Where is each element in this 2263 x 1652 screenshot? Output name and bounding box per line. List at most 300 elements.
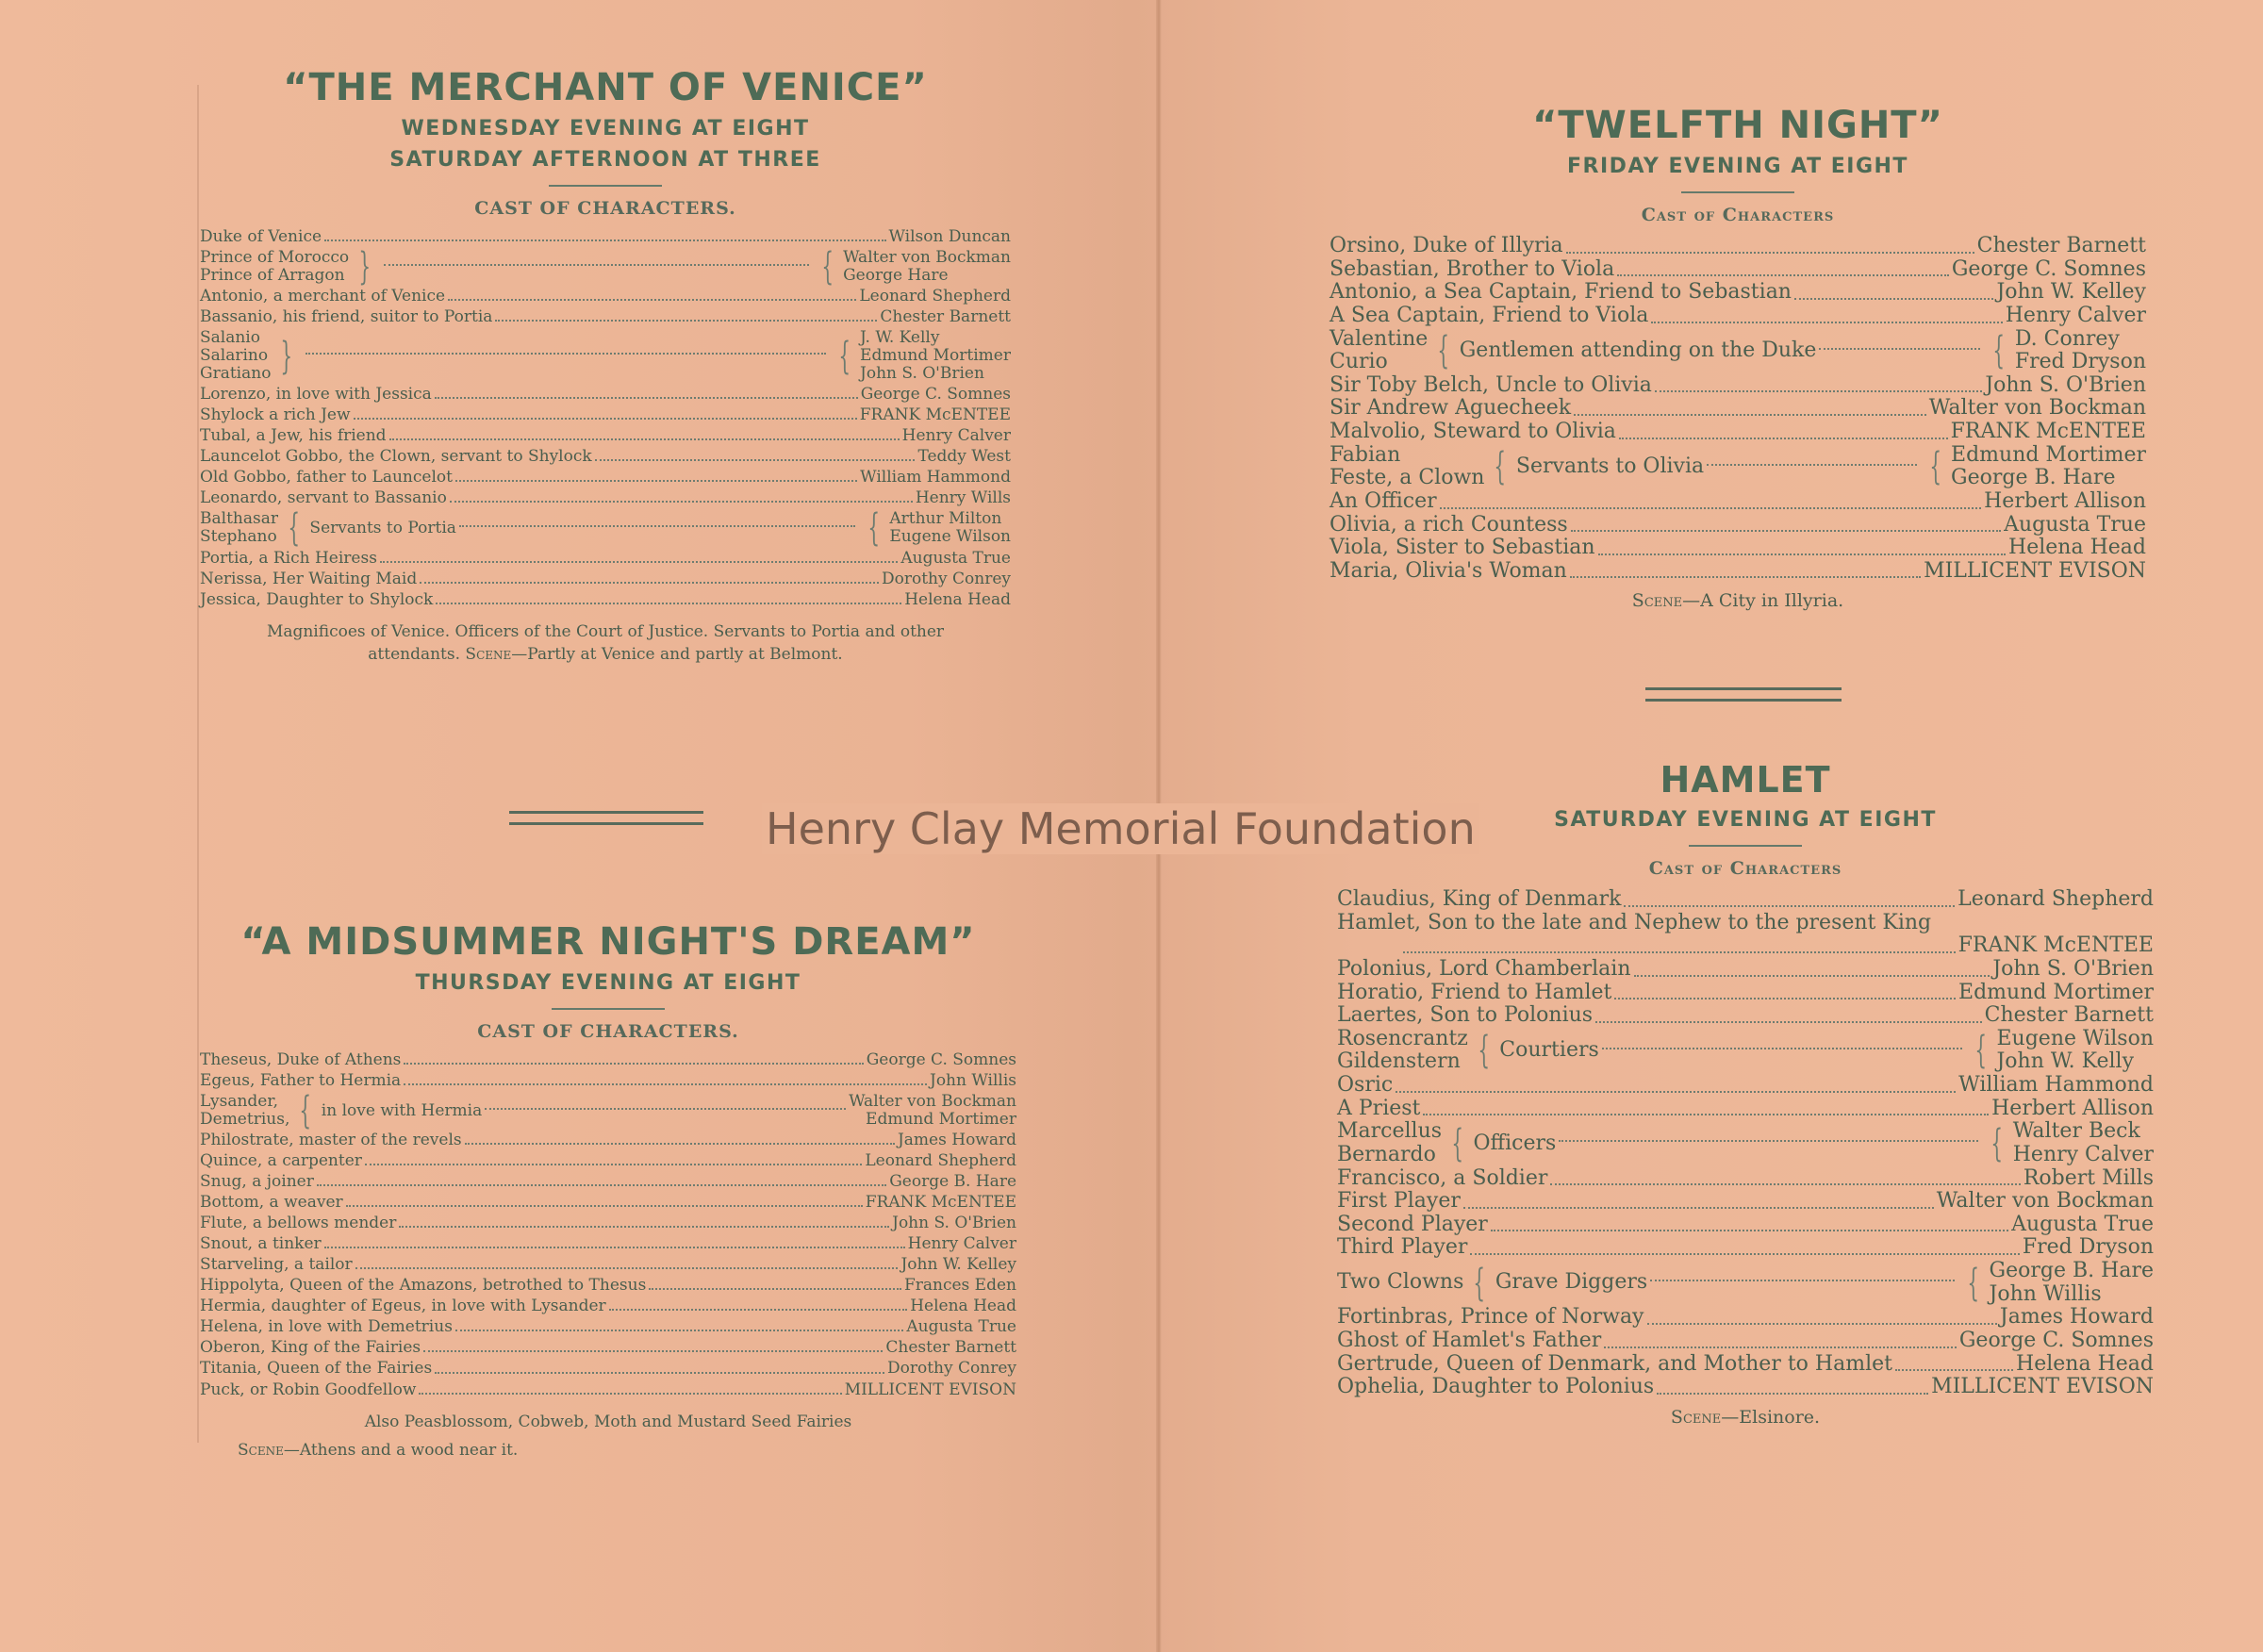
character-name: Starveling, a tailor	[200, 1255, 353, 1275]
play-title: “A MIDSUMMER NIGHT'S DREAM”	[240, 920, 976, 964]
leader-dots	[495, 320, 877, 322]
cast-group	[200, 245, 1011, 289]
character-name: Malvolio, Steward to Olivia	[1330, 420, 1616, 443]
actor-name: George C. Somnes	[860, 385, 1011, 405]
extras-note	[200, 620, 1011, 667]
play-title: “TWELFTH NIGHT”	[1532, 104, 1943, 147]
character-name: Bernardo	[1337, 1142, 1436, 1166]
brace-icon: {	[1451, 1121, 1464, 1165]
scene-text: —Elsinore.	[1721, 1406, 1821, 1428]
character-name: Demetrius,	[200, 1110, 290, 1130]
character-name: Gildenstern	[1337, 1049, 1461, 1074]
actor-name: Henry Calver	[2005, 303, 2146, 327]
cast-row	[1330, 514, 2146, 537]
cast-group	[1337, 1120, 2154, 1166]
actor-name: Chester Barnett	[1976, 234, 2146, 257]
watermark	[762, 803, 1479, 854]
performance-time: SATURDAY AFTERNOON AT THREE	[389, 148, 821, 172]
character-name: Gratiano	[200, 364, 272, 384]
character-name: Salanio	[200, 328, 260, 348]
actor-name: George Hare	[843, 266, 949, 286]
scene-line	[200, 1439, 1016, 1462]
actor-name: Henry Wills	[915, 488, 1011, 508]
character-name: Portia, a Rich Heiress	[200, 548, 377, 568]
leader-dots	[1655, 390, 1982, 392]
note-text: attendants.	[368, 645, 461, 665]
cast-row	[1330, 305, 2146, 328]
actor-name: Teddy West	[917, 447, 1011, 467]
leader-dots	[1614, 998, 1956, 999]
actor-name: William Hammond	[1958, 1073, 2154, 1097]
actor-name: FRANK McENTEE	[1957, 933, 2154, 958]
actor-name: George C. Somnes	[1958, 1328, 2154, 1352]
character-name: Lysander,	[200, 1092, 279, 1112]
leader-dots	[1604, 1346, 1957, 1348]
cast-group	[200, 506, 1011, 551]
cast-row	[1330, 397, 2146, 421]
brace-icon: }	[280, 334, 293, 378]
character-name: Fabian	[1330, 442, 1401, 467]
cast-row	[200, 1152, 1016, 1170]
brace-icon: {	[1990, 1121, 2004, 1165]
character-name: A Priest	[1337, 1096, 1421, 1120]
character-name: Antonio, a Sea Captain, Friend to Sebastian	[1330, 280, 1792, 305]
leader-dots	[346, 1205, 863, 1207]
character-name: Puck, or Robin Goodfellow	[200, 1379, 417, 1399]
group-description: Courtiers	[1499, 1038, 1599, 1063]
actor-name: Helena Head	[910, 1297, 1016, 1316]
cast-row	[1337, 888, 2154, 912]
performance-time: THURSDAY EVENING AT EIGHT	[415, 971, 801, 995]
scene-label: Scene	[465, 645, 512, 665]
character-name: Launcelot Gobbo, the Clown, servant to Shylock	[200, 447, 592, 467]
actor-name: Wilson Duncan	[888, 227, 1011, 246]
actor-name: Herbert Allison	[1984, 488, 2146, 513]
cast-row	[1337, 1190, 2154, 1214]
divider	[549, 185, 662, 187]
cast-row	[1330, 537, 2146, 560]
leader-dots	[380, 561, 898, 563]
cast-row	[200, 591, 1011, 609]
note-line: Magnificoes of Venice. Officers of the Court of Justice. Servants to Portia and other	[266, 621, 945, 641]
cast-row	[200, 406, 1011, 424]
leader-dots	[435, 1372, 884, 1374]
leader-dots	[435, 397, 858, 399]
cast-group	[200, 1089, 1016, 1133]
character-name: Hippolyta, Queen of the Amazons, betrothed to Thesus	[200, 1276, 647, 1296]
brace-icon: }	[358, 245, 372, 289]
actor-name: George C. Somnes	[1951, 256, 2146, 281]
actor-name: William Hammond	[860, 468, 1011, 487]
cast-row	[1337, 912, 2154, 935]
cast-row	[200, 1339, 1016, 1357]
leader-dots	[1598, 553, 2007, 555]
actor-name: George B. Hare	[1951, 466, 2116, 490]
leader-dots	[384, 264, 809, 266]
midsummer-section	[200, 920, 1016, 1462]
actor-name: Leonard Shepherd	[865, 1151, 1016, 1171]
leader-dots	[1550, 1183, 2020, 1185]
cast-row	[1330, 374, 2146, 398]
cast-row	[1330, 235, 2146, 258]
cast-row	[200, 1381, 1016, 1399]
cast-row	[200, 1318, 1016, 1336]
actor-name: Arthur Milton	[889, 509, 1002, 529]
leader-dots	[1707, 464, 1916, 466]
actor-name: John S. O'Brien	[860, 364, 984, 384]
cast-row	[1337, 934, 2154, 958]
character-name: Flute, a bellows mender	[200, 1214, 397, 1233]
character-name: Feste, a Clown	[1330, 466, 1485, 490]
cast-row	[1337, 1074, 2154, 1098]
leader-dots	[419, 1393, 841, 1395]
leader-dots	[306, 353, 826, 355]
brace-icon: {	[1928, 445, 1941, 489]
actor-name: Eugene Wilson	[889, 527, 1011, 547]
character-name: Jessica, Daughter to Shylock	[200, 589, 434, 609]
cast-row	[1337, 1353, 2154, 1377]
actor-name: Edmund Mortimer	[1958, 980, 2154, 1004]
cast-row	[200, 1214, 1016, 1232]
actor-name: Eugene Wilson	[1996, 1026, 2154, 1050]
cast-row	[200, 1132, 1016, 1149]
character-name: Fortinbras, Prince of Norway	[1337, 1305, 1644, 1330]
character-name: Ghost of Hamlet's Father	[1337, 1328, 1602, 1352]
cast-row	[200, 1297, 1016, 1315]
left-edge-crease	[197, 85, 199, 1443]
actor-name: FRANK McENTEE	[865, 1193, 1016, 1213]
cast-row	[200, 1072, 1016, 1090]
actor-name: Fred Dryson	[2022, 1235, 2154, 1260]
actor-name: George C. Somnes	[866, 1050, 1016, 1069]
actor-name: Chester Barnett	[880, 307, 1011, 327]
leader-dots	[1403, 951, 1956, 953]
leader-dots	[404, 1083, 927, 1085]
cast-row	[1330, 258, 2146, 282]
group-description: Grave Diggers	[1495, 1270, 1648, 1295]
leader-dots	[1650, 1280, 1955, 1281]
group-description: Servants to Olivia	[1515, 454, 1705, 478]
cast-row	[200, 1235, 1016, 1253]
leader-dots	[455, 480, 857, 482]
cast-row	[200, 469, 1011, 487]
actor-name: John Willis	[1989, 1281, 2102, 1306]
actor-name: John S. O'Brien	[892, 1214, 1016, 1233]
actor-name: Edmund Mortimer	[860, 346, 1011, 366]
leader-dots	[450, 501, 913, 503]
leader-dots	[1602, 1048, 1962, 1049]
cast-row	[1337, 958, 2154, 982]
actor-name: George B. Hare	[889, 1172, 1016, 1192]
character-name: Salarino	[200, 346, 269, 366]
hamlet-section	[1337, 759, 2154, 1428]
character-name: Snout, a tinker	[200, 1234, 322, 1254]
leader-dots	[1624, 905, 1955, 907]
character-name: Laertes, Son to Polonius	[1337, 1003, 1594, 1028]
cast-group	[1330, 444, 2146, 490]
twelfth-night-section	[1330, 104, 2146, 611]
leader-dots	[404, 1063, 863, 1065]
leader-dots	[355, 1267, 899, 1269]
actor-name: Fred Dryson	[2014, 350, 2146, 374]
scene-label: Scene	[1631, 590, 1683, 612]
character-name: Hermia, daughter of Egeus, in love with Lysander	[200, 1297, 606, 1316]
leader-dots	[1895, 1369, 2013, 1371]
cast-row	[1337, 1098, 2154, 1121]
actor-name: Augusta True	[2011, 1212, 2154, 1236]
leader-dots	[1423, 1114, 1989, 1115]
cast-row	[200, 1360, 1016, 1378]
scene-text: —A City in Illyria.	[1682, 590, 1844, 612]
character-name: Horatio, Friend to Hamlet	[1337, 980, 1612, 1004]
actor-name: Walter von Bockman	[1928, 396, 2146, 421]
actor-name: John S. O'Brien	[1992, 956, 2154, 981]
actor-name: Dorothy Conrey	[887, 1359, 1016, 1379]
character-name: Titania, Queen of the Fairies	[200, 1359, 433, 1379]
actor-name: George B. Hare	[1989, 1259, 2154, 1282]
leader-dots	[1619, 438, 1948, 439]
actor-name: Edmund Mortimer	[1951, 442, 2146, 467]
character-name: Stephano	[200, 527, 277, 547]
character-name: Philostrate, master of the revels	[200, 1131, 462, 1150]
play-title: “THE MERCHANT OF VENICE”	[283, 66, 928, 109]
character-name: Sebastian, Brother to Viola	[1330, 256, 1615, 281]
cast-row	[200, 427, 1011, 445]
leader-dots	[1595, 1021, 1982, 1023]
character-name: Orsino, Duke of Illyria	[1330, 234, 1563, 257]
cast-row	[200, 308, 1011, 326]
actor-name: Helena Head	[2008, 536, 2146, 560]
character-name: Third Player	[1337, 1235, 1468, 1260]
actor-name: Walter von Bockman	[843, 248, 1011, 268]
cast-row	[1337, 1236, 2154, 1260]
scene-line	[1330, 590, 2146, 611]
character-name: Egeus, Father to Hermia	[200, 1071, 402, 1091]
character-name: Marcellus	[1337, 1119, 1443, 1144]
cast-row	[1337, 1214, 2154, 1237]
leader-dots	[649, 1288, 901, 1290]
character-name: Two Clowns	[1337, 1270, 1464, 1295]
leader-dots	[1440, 507, 1982, 509]
cast-row	[1337, 982, 2154, 1005]
cast-row	[200, 228, 1011, 246]
actor-name: John W. Kelley	[900, 1255, 1016, 1275]
cast-group	[1337, 1028, 2154, 1074]
character-name: Balthasar	[200, 509, 278, 529]
cast-row	[200, 448, 1011, 466]
cast-group	[1330, 328, 2146, 374]
cast-heading: Cast of Characters	[1641, 205, 1835, 225]
brace-icon: {	[1494, 445, 1507, 489]
character-name: Francisco, a Soldier	[1337, 1165, 1548, 1190]
cast-heading: CAST OF CHARACTERS.	[477, 1021, 739, 1042]
actor-name: Leonard Shepherd	[1957, 887, 2154, 911]
character-name: Helena, in love with Demetrius	[200, 1317, 453, 1337]
character-name: Old Gobbo, father to Launcelot	[200, 468, 453, 487]
character-name: Quince, a carpenter	[200, 1151, 362, 1171]
actor-name: Chester Barnett	[885, 1338, 1016, 1358]
watermark-text: Henry Clay Memorial Foundation	[762, 803, 1479, 854]
leader-dots	[1463, 1207, 1934, 1209]
character-name: Prince of Morocco	[200, 248, 350, 268]
brace-icon: {	[288, 506, 301, 551]
actor-name: Helena Head	[904, 589, 1011, 609]
actor-name: FRANK McENTEE	[859, 405, 1011, 425]
actor-name: D. Conrey	[2014, 326, 2120, 351]
leader-dots	[465, 1143, 895, 1145]
leader-dots	[1647, 1323, 1997, 1325]
leader-dots	[420, 582, 879, 584]
character-name: Rosencrantz	[1337, 1026, 1468, 1050]
scene-label: Scene	[238, 1441, 284, 1461]
leader-dots	[1566, 252, 1974, 254]
character-name: Ophelia, Daughter to Polonius	[1337, 1375, 1655, 1399]
character-name: Claudius, King of Denmark	[1337, 887, 1622, 911]
leader-dots	[1559, 1140, 1978, 1142]
leader-dots	[399, 1226, 889, 1228]
actor-name: John W. Kelley	[1996, 280, 2146, 305]
actor-name: Dorothy Conrey	[882, 569, 1011, 588]
cast-row	[1337, 1330, 2154, 1353]
actor-name: John Willis	[930, 1071, 1016, 1091]
leader-dots	[324, 1247, 905, 1248]
cast-heading: Cast of Characters	[1648, 858, 1842, 879]
cast-row	[200, 1173, 1016, 1191]
character-name: Gertrude, Queen of Denmark, and Mother to Hamlet	[1337, 1351, 1892, 1376]
actor-name: John S. O'Brien	[1985, 372, 2146, 397]
group-description: Officers	[1473, 1131, 1557, 1155]
actor-name: James Howard	[897, 1131, 1016, 1150]
extras-note: Also Peasblossom, Cobweb, Moth and Mustard Seed Fairies	[364, 1412, 852, 1431]
cast-row	[200, 570, 1011, 588]
brace-icon: {	[1478, 1029, 1490, 1073]
actor-name: Augusta True	[900, 548, 1011, 568]
double-rule-divider	[509, 811, 703, 825]
brace-icon: {	[1974, 1029, 1988, 1073]
actor-name: Henry Calver	[2012, 1142, 2154, 1166]
actor-name: FRANK McENTEE	[1950, 420, 2146, 443]
play-title: HAMLET	[1660, 759, 1831, 801]
leader-dots	[317, 1184, 886, 1186]
actor-name: Walter Beck	[2012, 1119, 2140, 1144]
group-description: Servants to Portia	[309, 518, 456, 537]
cast-row	[200, 1256, 1016, 1274]
cast-row	[1330, 281, 2146, 305]
leader-dots	[1491, 1230, 2008, 1231]
character-name: Second Player	[1337, 1212, 1488, 1236]
character-name: Sir Toby Belch, Uncle to Olivia	[1330, 372, 1652, 397]
group-description: Gentlemen attending on the Duke	[1459, 338, 1817, 362]
leader-dots	[365, 1164, 862, 1165]
leader-dots	[324, 240, 885, 241]
character-name: Prince of Arragon	[200, 266, 345, 286]
actor-name: Augusta True	[906, 1317, 1016, 1337]
brace-icon: {	[299, 1089, 312, 1133]
leader-dots	[423, 1350, 883, 1352]
character-name: Polonius, Lord Chamberlain	[1337, 956, 1631, 981]
leader-dots	[1651, 322, 2002, 323]
leader-dots	[448, 299, 856, 301]
cast-heading: CAST OF CHARACTERS.	[474, 198, 736, 219]
leader-dots	[485, 1108, 846, 1110]
performance-time: SATURDAY EVENING AT EIGHT	[1554, 808, 1937, 832]
scene-label: Scene	[1670, 1406, 1722, 1428]
character-name: Bassanio, his friend, suitor to Portia	[200, 307, 493, 327]
cast-row	[200, 1277, 1016, 1295]
actor-name: Henry Calver	[907, 1234, 1016, 1254]
leader-dots	[1574, 414, 1926, 416]
cast-row	[200, 489, 1011, 507]
character-name: Curio	[1330, 350, 1388, 374]
leader-dots	[455, 1330, 903, 1331]
cast-row	[200, 550, 1011, 568]
leader-dots	[595, 459, 916, 461]
character-name: Viola, Sister to Sebastian	[1330, 536, 1595, 560]
leader-dots	[1396, 1091, 1956, 1093]
actor-name: MILLICENT EVISON	[1931, 1375, 2154, 1399]
actor-name: John W. Kelly	[1996, 1049, 2134, 1074]
character-name: Sir Andrew Aguecheek	[1330, 396, 1572, 421]
brace-icon: {	[837, 334, 851, 378]
character-name: Hamlet, Son to the late and Nephew to the present King	[1337, 910, 1932, 934]
leader-dots	[609, 1309, 908, 1311]
leader-dots	[1570, 576, 1921, 578]
cast-row	[200, 1194, 1016, 1212]
group-description: in love with Hermia	[321, 1100, 483, 1120]
actor-name: Helena Head	[2016, 1351, 2154, 1376]
character-name: Olivia, a rich Countess	[1330, 512, 1568, 537]
merchant-of-venice-section	[200, 66, 1011, 667]
actor-name: Chester Barnett	[1984, 1003, 2154, 1028]
note-line	[200, 643, 1011, 667]
actor-name: James Howard	[1999, 1305, 2154, 1330]
double-rule-divider	[1645, 687, 1842, 702]
leader-dots	[1819, 348, 1980, 350]
character-name: Tubal, a Jew, his friend	[200, 426, 387, 446]
actor-name: Herbert Allison	[1991, 1096, 2154, 1120]
character-name: Nerissa, Her Waiting Maid	[200, 569, 418, 588]
brace-icon: {	[1992, 329, 2006, 373]
scene-text: —Athens and a wood near it.	[283, 1441, 519, 1461]
brace-icon: {	[867, 506, 880, 551]
actor-name: Walter von Bockman	[1936, 1189, 2154, 1214]
cast-row	[1330, 490, 2146, 514]
cast-group	[200, 329, 1011, 383]
divider	[552, 1008, 665, 1010]
character-name: First Player	[1337, 1189, 1461, 1214]
leader-dots	[1470, 1253, 2019, 1255]
performance-time: WEDNESDAY EVENING AT EIGHT	[401, 117, 810, 140]
brace-icon: {	[820, 245, 834, 289]
scene-line	[1337, 1407, 2154, 1428]
character-name: Antonio, a merchant of Venice	[200, 287, 446, 306]
divider	[1689, 845, 1802, 847]
cast-group	[1337, 1260, 2154, 1306]
cast-row	[1330, 421, 2146, 444]
actor-name: MILLICENT EVISON	[844, 1379, 1016, 1399]
actor-name: Frances Eden	[903, 1276, 1016, 1296]
divider	[1681, 191, 1794, 193]
character-name: Shylock a rich Jew	[200, 405, 351, 425]
character-name: Lorenzo, in love with Jessica	[200, 385, 432, 405]
actor-name: J. W. Kelly	[860, 328, 940, 348]
cast-row	[1337, 1306, 2154, 1330]
character-name: Maria, Olivia's Woman	[1330, 558, 1567, 583]
cast-row	[1337, 1376, 2154, 1399]
leader-dots	[1657, 1393, 1928, 1395]
actor-name: Henry Calver	[901, 426, 1011, 446]
leader-dots	[1794, 298, 1993, 300]
